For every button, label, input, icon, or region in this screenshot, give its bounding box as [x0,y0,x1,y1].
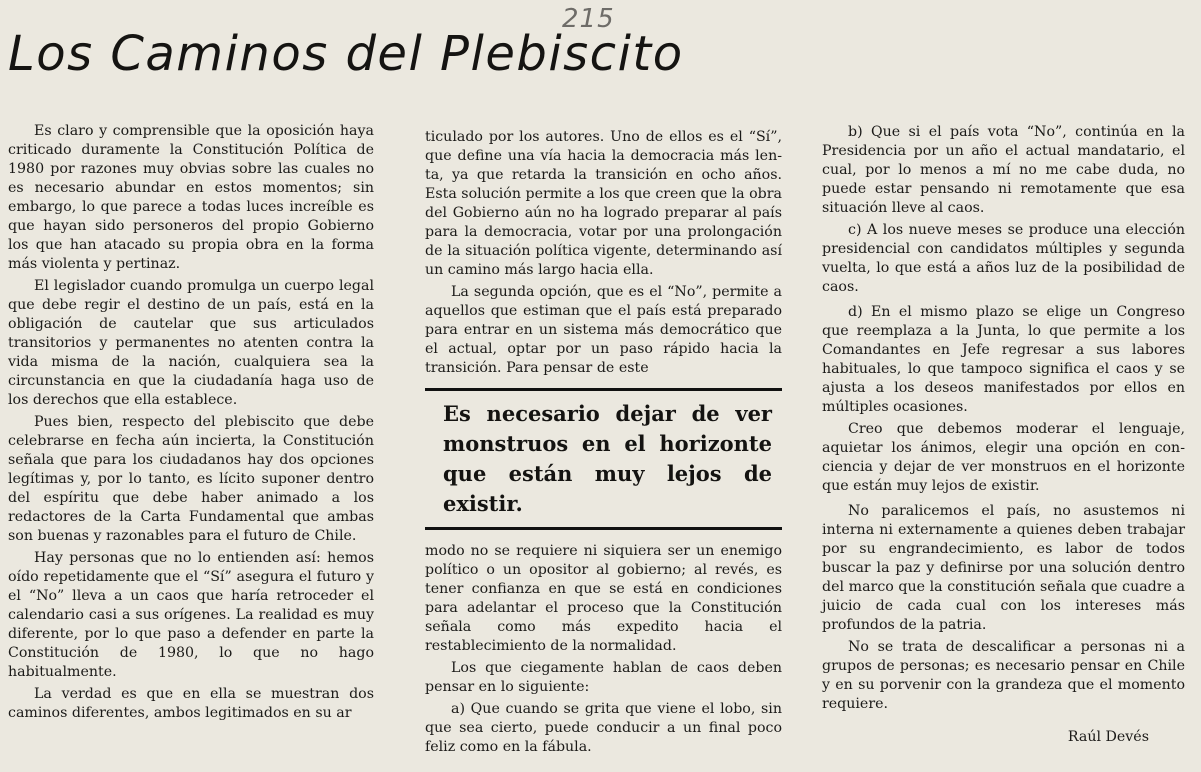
paragraph: El legislador cuando promulga un cuerpo legal que debe regir el destino de un país, está en la obligación de cautelar que sus articulados transitorios y permanentes no atenten contra la vida misma de la nación, cualquiera sea la circunstancia en que la ciudadanía haga uso de los derechos que ella establece. [8,278,374,408]
paragraph: No paralicemos el país, no asustemos ni interna ni externamente a quienes deben trabajar por su engrandecimiento, es labor de todos buscar la paz y definirse por una solución dentro del marco que la constitución señala que cuadre a juicio de cada cual con los intereses más profundos de la patria. [822,503,1185,633]
paragraph: d) En el mismo plazo se elige un Congreso que reemplaza a la Junta, lo que permite a los Comandantes en Jefe regresar a sus labores habituales, lo que tampoco significa el caos y se ajusta a los deseos manifestados por ellos en múltiples ocasiones. [822,304,1185,415]
pull-quote-text: Es necesario dejar de ver monstruos en el horizonte que están muy lejos de existir. [443,401,772,516]
paragraph: Pues bien, respecto del plebiscito que debe celebrarse en fecha aún incierta, la Constitución señala que para los ciudadanos hay dos opciones legítimas y, por lo tanto, es lícito suponer dentro del espíritu que debe haber animado a los redactores de la Carta Fundamental que ambas son buenas y razonables para el futuro de Chile. [8,414,374,544]
paragraph: No se trata de descalificar a personas ni a grupos de personas; es necesario pensar en Chile y en su porvenir con la grandeza que el momento requiere. [822,639,1185,712]
article-column-1 [8,122,374,723]
paragraph: Los que ciegamente hablan de caos deben pensar en lo siguiente: [425,660,782,695]
paragraph: Hay personas que no lo entienden así: hemos oído repetidamente que el “Sí” asegura el futuro y el “No” lleva a un caos que haría retroceder el calendario casi a sus orígenes. La realidad es muy diferente, por lo que paso a defender en parte la Constitución de 1980, lo que no hago habitualmente. [8,550,374,680]
article-column-2-top [425,128,782,378]
paragraph: La segunda opción, que es el “No”, permite a aquellos que estiman que el país está preparado para entrar en un sistema más democrático que el actual, optar por un paso rápido hacia la transición. Para pensar de este [425,284,782,376]
paragraph: ticulado por los autores. Uno de ellos es el “Sí”, que define una vía hacia la democracia más lenta, ya que retarda la transición en ocho años. Esta solución permite a los que creen que la obra del Gobierno aún no ha logrado preparar al país para la democracia, votar por una prolongación de la situación política vigente, determinando así un camino más largo hacia ella. [425,129,782,278]
article-headline: Los Caminos del Plebiscito [8,26,684,82]
article-column-3 [822,123,1185,747]
paragraph: a) Que cuando se grita que viene el lobo, sin que sea cierto, puede conducir a un final poco feliz como en la fábula. [425,701,782,755]
paragraph: c) A los nueve meses se produce una elección presidencial con candidatos múltiples y segunda vuelta, lo que está a años luz de la posibilidad de caos. [822,222,1185,295]
pull-quote [425,388,782,530]
paragraph: modo no se requiere ni siquiera ser un enemigo político o un opositor al gobierno; al revés, es tener confianza en que se está en condiciones para adelantar el proceso que la Constitución señala como más expedito hacia el restablecimiento de la normalidad. [425,543,782,654]
paragraph: Creo que debemos moderar el lenguaje, aquietar los ánimos, elegir una opción en conciencia y dejar de ver monstruos en el horizonte que están muy lejos de existir. [822,421,1185,494]
paragraph: Es claro y comprensible que la oposición haya criticado duramente la Constitución Política de 1980 por razones muy obvias sobre las cuales no es necesario abundar en estos momentos; sin embargo, lo que parece a todas luces increíble es que hayan sido personeros del propio Gobierno los que han atacado su propia obra en la forma más violenta y pertinaz. [8,123,374,272]
handwritten-page-number: 215 [562,4,615,34]
article-column-2-bottom [425,542,782,757]
author-signature: Raúl Devés [1067,729,1149,745]
paragraph: b) Que si el país vota “No”, continúa en la Presidencia por un año el actual mandatario, el cual, por lo menos a mí no me cabe duda, no puede estar pensando ni remotamente que esa situación lleve al caos. [822,124,1185,216]
paragraph: La verdad es que en ella se muestran dos caminos diferentes, ambos legitimados en su ar [8,686,374,721]
